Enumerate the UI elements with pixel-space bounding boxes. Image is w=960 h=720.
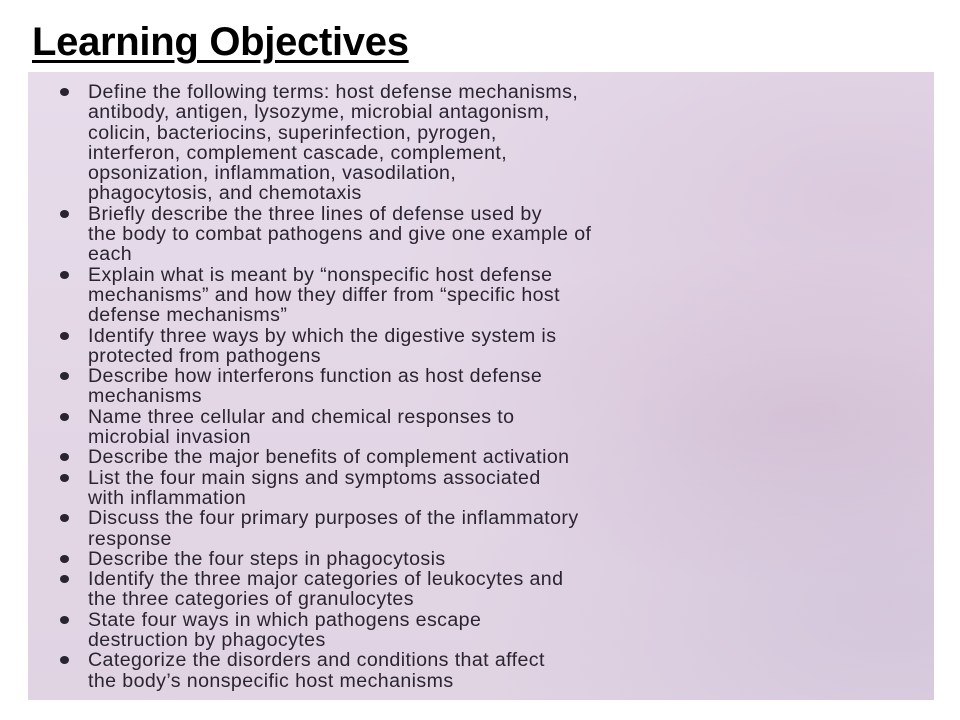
objective-text: Discuss the four primary purposes of the inflammatory response [88,507,579,550]
objective-item [58,650,918,691]
objectives-list [58,82,918,691]
objective-text: State four ways in which pathogens escape destruction by phagocytes [88,608,482,652]
objective-item [58,265,918,326]
bullet-icon [60,656,69,664]
objective-item [58,82,918,204]
objective-item [58,468,918,509]
bullet-icon [60,575,69,583]
objective-item [58,407,918,448]
objective-text: Categorize the disorders and conditions that affect the body’s nonspecific host mechanisms [88,649,545,692]
objective-text: Describe the four steps in phagocytosis [88,547,446,570]
bullet-icon [60,413,69,421]
bullet-icon [60,372,69,380]
objective-text: Identify three ways by which the digestive system is protected from pathogens [88,324,557,367]
bullet-icon [60,616,69,624]
slide-title: Learning Objectives [32,20,409,64]
bullet-icon [60,88,69,96]
objective-text: Describe the major benefits of complement activation [88,446,570,469]
scanned-objectives-panel [28,72,934,700]
bullet-icon [60,210,69,218]
objective-item [58,204,918,265]
bullet-icon [60,453,69,461]
objective-text: Name three cellular and chemical responses to microbial invasion [88,405,515,449]
objective-item [58,610,918,651]
bullet-icon [60,332,69,340]
objective-item [58,549,918,569]
objective-item [58,366,918,407]
objective-item [58,447,918,467]
bullet-icon [60,514,69,522]
objective-text: Explain what is meant by “nonspecific host defense mechanisms” and how they differ from “specific host defense mechanisms” [88,263,560,327]
bullet-icon [60,474,69,482]
bullet-icon [60,271,69,279]
objective-text: Identify the three major categories of leukocytes and the three categories of granulocytes [88,568,564,611]
bullet-icon [60,555,69,563]
objective-text: Define the following terms: host defense mechanisms, antibody, antigen, lysozyme, microbial antagonism, colicin, bacteriocins, superinfection, pyrogen, interferon, complement cascade, complement, opsonization, inflammation, vasodilation, phagocytosis, and chemotaxis [88,81,579,205]
objective-text: Describe how interferons function as host defense mechanisms [88,365,543,408]
objective-text: Briefly describe the three lines of defense used by the body to combat pathogens and give one example of each [88,202,592,266]
objective-item [58,569,918,610]
objective-item [58,508,918,549]
objective-text: List the four main signs and symptoms associated with inflammation [88,466,541,509]
objective-item [58,326,918,367]
